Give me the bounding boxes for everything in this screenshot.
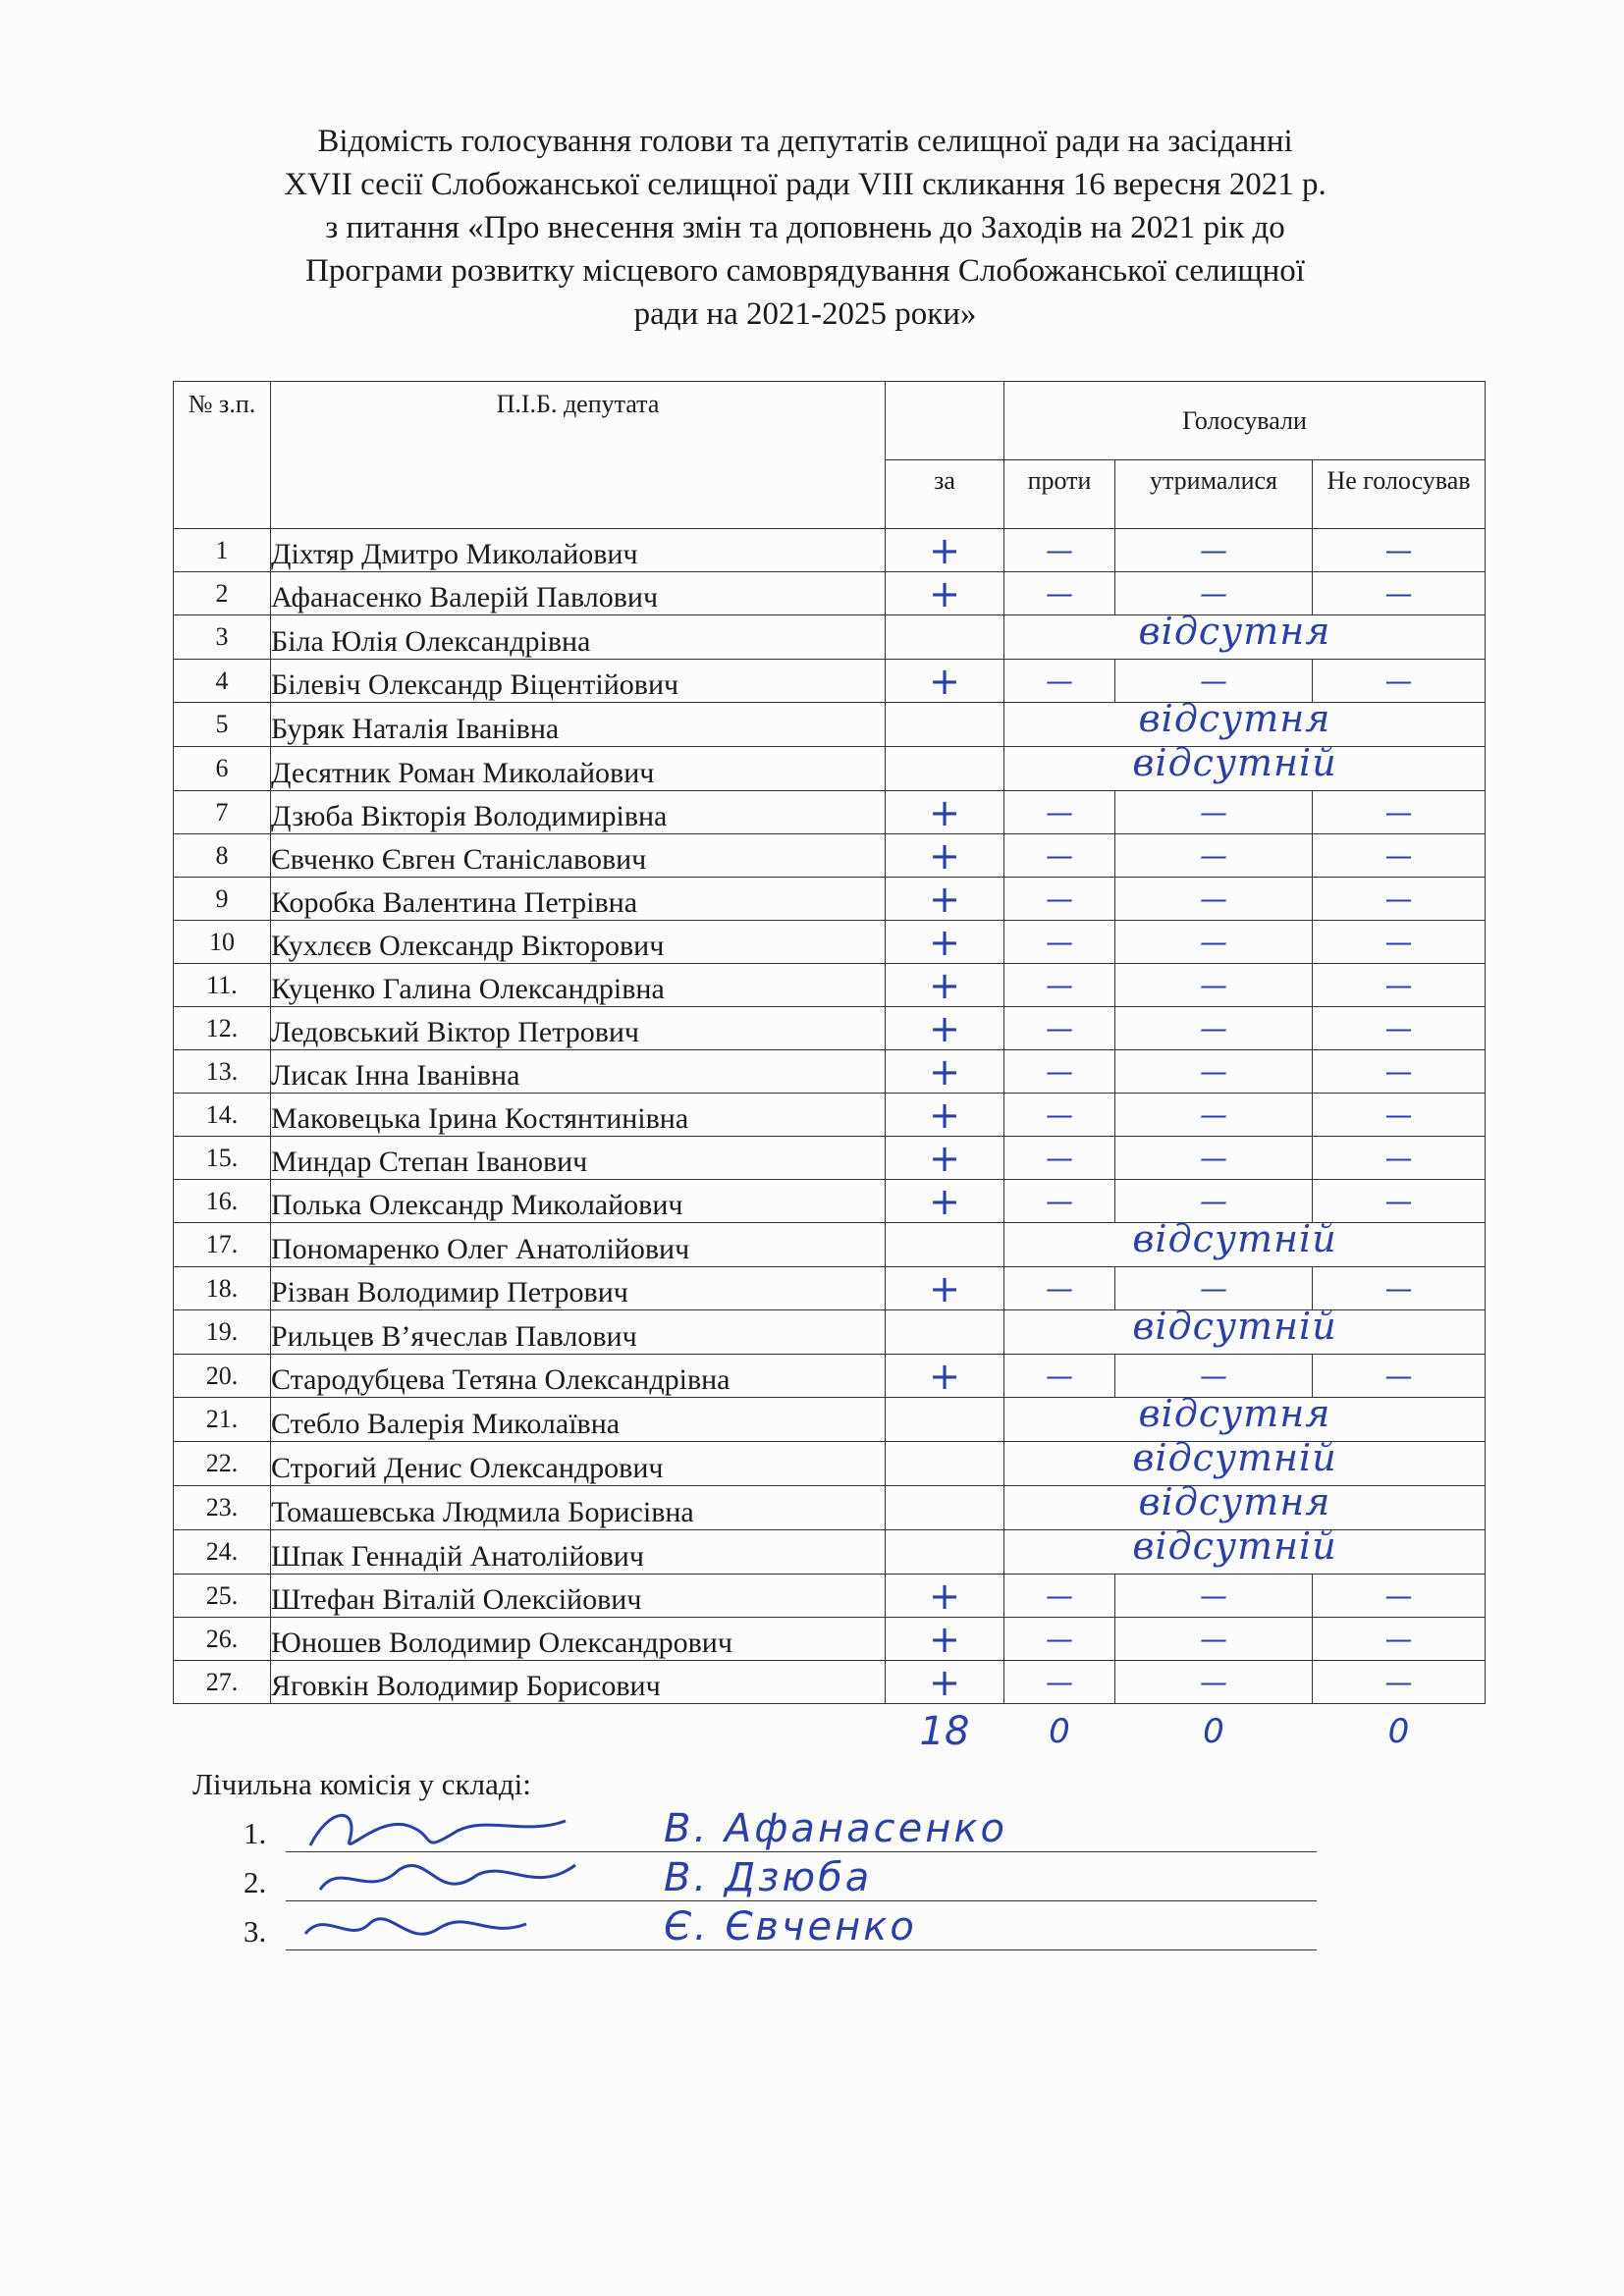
header-ne-holosuvav: Не голосував (1313, 460, 1486, 529)
table-row (174, 572, 1486, 615)
vote-proty-mark: — (1004, 964, 1115, 1007)
header-proty: проти (1004, 460, 1115, 529)
table-row (174, 1618, 1486, 1661)
vote-za-mark: + (886, 921, 1004, 964)
vote-proty-mark: — (1004, 1007, 1115, 1050)
deputy-name: Томашевська Людмила Борисівна (271, 1486, 886, 1530)
row-number: 17. (174, 1223, 271, 1267)
table-row (174, 615, 1486, 660)
vote-utrymalysia-mark: — (1115, 529, 1313, 572)
absence-cell (1004, 1436, 1486, 1486)
total-utrymalysia: 0 (1203, 1712, 1224, 1751)
table-row (174, 921, 1486, 964)
vote-ne-holosuvav-mark: — (1313, 529, 1486, 572)
row-number: 5 (174, 703, 271, 747)
vote-ne-holosuvav-mark: — (1313, 1267, 1486, 1310)
vote-utrymalysia-mark: — (1115, 1094, 1313, 1137)
table-row (174, 1486, 1486, 1530)
vote-ne-holosuvav-mark: — (1313, 1180, 1486, 1223)
deputy-name: Кухлєєв Олександр Вікторович (271, 921, 886, 964)
vote-za-cell (886, 1486, 1004, 1530)
vote-proty-mark: — (1004, 834, 1115, 878)
deputy-name: Коробка Валентина Петрівна (271, 878, 886, 921)
table-row (174, 878, 1486, 921)
vote-utrymalysia-mark: — (1115, 660, 1313, 703)
deputy-name: Буряк Наталія Іванівна (271, 703, 886, 747)
deputy-name: Шпак Геннадій Анатолійович (271, 1530, 886, 1575)
vote-ne-holosuvav-mark: — (1313, 1355, 1486, 1398)
member-signature-text: В. Афанасенко (664, 1806, 1007, 1851)
row-number: 1 (174, 529, 271, 572)
vote-za-mark: + (886, 878, 1004, 921)
deputy-name: Євченко Євген Станіславович (271, 834, 886, 878)
vote-ne-holosuvav-mark: — (1313, 1007, 1486, 1050)
vote-za-mark: + (886, 1007, 1004, 1050)
table-row (174, 1575, 1486, 1618)
absence-cell (1004, 610, 1486, 660)
vote-ne-holosuvav-mark: — (1313, 1137, 1486, 1180)
table-row (174, 834, 1486, 878)
vote-za-mark: + (886, 1618, 1004, 1661)
title-line-3: з питання «Про внесення змін та доповнень до Заходів на 2021 рік до (325, 210, 1285, 245)
vote-proty-mark: — (1004, 1094, 1115, 1137)
deputy-name: Маковецька Ірина Костянтинівна (271, 1094, 886, 1137)
vote-za-mark: + (886, 1094, 1004, 1137)
vote-za-mark: + (886, 529, 1004, 572)
member-index: 3. (244, 1914, 267, 1949)
vote-utrymalysia-mark: — (1115, 1355, 1313, 1398)
deputy-name: Афанасенко Валерій Павлович (271, 572, 886, 615)
row-number: 18. (174, 1267, 271, 1310)
row-number: 15. (174, 1137, 271, 1180)
vote-ne-holosuvav-mark: — (1313, 1618, 1486, 1661)
vote-ne-holosuvav-mark: — (1313, 834, 1486, 878)
table-row (174, 703, 1486, 747)
vote-ne-holosuvav-mark: — (1313, 791, 1486, 834)
deputy-name: Біла Юлія Олександрівна (271, 615, 886, 660)
absent-handwritten-note: відсутня (1138, 1480, 1331, 1523)
absent-handwritten-note: відсутня (1138, 697, 1331, 740)
vote-utrymalysia-mark: — (1115, 1575, 1313, 1618)
vote-proty-mark: — (1004, 660, 1115, 703)
row-number: 16. (174, 1180, 271, 1223)
totals-row (174, 1704, 1486, 1760)
header-voted: Голосували (1004, 382, 1486, 460)
table-row (174, 1223, 1486, 1267)
deputy-name: Лисак Інна Іванівна (271, 1050, 886, 1094)
row-number: 12. (174, 1007, 271, 1050)
deputy-name: Діхтяр Дмитро Миколайович (271, 529, 886, 572)
deputy-name: Стародубцева Тетяна Олександрівна (271, 1355, 886, 1398)
row-number: 2 (174, 572, 271, 615)
voting-table (173, 381, 1486, 1759)
vote-proty-mark: — (1004, 1267, 1115, 1310)
table-row (174, 1137, 1486, 1180)
row-number: 27. (174, 1661, 271, 1704)
row-number: 19. (174, 1310, 271, 1355)
vote-proty-mark: — (1004, 1050, 1115, 1094)
vote-za-mark: + (886, 1267, 1004, 1310)
absent-handwritten-note: відсутня (1138, 1392, 1331, 1435)
absence-cell (1004, 1392, 1486, 1442)
row-number: 14. (174, 1094, 271, 1137)
table-row (174, 1661, 1486, 1704)
table-row (174, 1050, 1486, 1094)
vote-ne-holosuvav-mark: — (1313, 1575, 1486, 1618)
header-za: за (886, 460, 1004, 529)
row-number: 8 (174, 834, 271, 878)
vote-utrymalysia-mark: — (1115, 572, 1313, 615)
vote-utrymalysia-mark: — (1115, 1618, 1313, 1661)
vote-proty-mark: — (1004, 1355, 1115, 1398)
table-row (174, 529, 1486, 572)
commission-member (192, 1904, 917, 1963)
deputy-name: Миндар Степан Іванович (271, 1137, 886, 1180)
vote-utrymalysia-mark: — (1115, 1661, 1313, 1704)
vote-za-mark: + (886, 660, 1004, 703)
deputy-name: Дзюба Вікторія Володимирівна (271, 791, 886, 834)
header-name: П.І.Б. депутата (271, 382, 886, 529)
vote-proty-mark: — (1004, 1137, 1115, 1180)
vote-utrymalysia-mark: — (1115, 1050, 1313, 1094)
member-signature-text: Є. Євченко (664, 1904, 917, 1949)
vote-utrymalysia-mark: — (1115, 878, 1313, 921)
row-number: 22. (174, 1442, 271, 1486)
absence-cell (1004, 1305, 1486, 1355)
vote-za-cell (886, 703, 1004, 747)
vote-za-cell (886, 1310, 1004, 1355)
vote-za-cell (886, 1223, 1004, 1267)
row-number: 4 (174, 660, 271, 703)
deputy-name: Юношев Володимир Олександрович (271, 1618, 886, 1661)
deputy-name: Різван Володимир Петрович (271, 1267, 886, 1310)
vote-za-cell (886, 747, 1004, 791)
vote-za-mark: + (886, 572, 1004, 615)
vote-za-mark: + (886, 834, 1004, 878)
vote-za-mark: + (886, 964, 1004, 1007)
deputy-name: Десятник Роман Миколайович (271, 747, 886, 791)
vote-za-mark: + (886, 1575, 1004, 1618)
row-number: 26. (174, 1618, 271, 1661)
member-signature-text: В. Дзюба (664, 1855, 873, 1900)
table-row (174, 1530, 1486, 1575)
deputy-name: Ледовський Віктор Петрович (271, 1007, 886, 1050)
member-index: 1. (244, 1816, 267, 1850)
row-number: 21. (174, 1398, 271, 1442)
vote-utrymalysia-mark: — (1115, 1267, 1313, 1310)
table-row (174, 1355, 1486, 1398)
table-row (174, 1180, 1486, 1223)
absence-cell (1004, 741, 1486, 791)
table-row (174, 1442, 1486, 1486)
vote-proty-mark: — (1004, 791, 1115, 834)
vote-ne-holosuvav-mark: — (1313, 572, 1486, 615)
vote-proty-mark: — (1004, 878, 1115, 921)
handwritten-signature-3 (291, 1895, 585, 1963)
table-row (174, 1398, 1486, 1442)
absence-cell (1004, 697, 1486, 747)
vote-proty-mark: — (1004, 1661, 1115, 1704)
deputy-name: Штефан Віталій Олексійович (271, 1575, 886, 1618)
absent-handwritten-note: відсутній (1132, 1524, 1337, 1568)
commission-heading: Лічильна комісія у складі: (192, 1767, 531, 1801)
deputy-name: Полька Олександр Миколайович (271, 1180, 886, 1223)
row-number: 23. (174, 1486, 271, 1530)
row-number: 6 (174, 747, 271, 791)
vote-za-mark: + (886, 1137, 1004, 1180)
header-empty (886, 382, 1004, 460)
title-line-2: XVII сесії Слобожанської селищної ради VIII скликання 16 вересня 2021 р. (284, 167, 1326, 202)
vote-utrymalysia-mark: — (1115, 1007, 1313, 1050)
deputy-name: Білевіч Олександр Віцентійович (271, 660, 886, 703)
row-number: 13. (174, 1050, 271, 1094)
vote-utrymalysia-mark: — (1115, 1137, 1313, 1180)
row-number: 10 (174, 921, 271, 964)
absent-handwritten-note: відсутня (1138, 610, 1331, 653)
title-line-4: Програми розвитку місцевого самоврядування Слобожанської селищної (305, 253, 1305, 289)
vote-za-cell (886, 1398, 1004, 1442)
vote-za-mark: + (886, 791, 1004, 834)
vote-utrymalysia-mark: — (1115, 791, 1313, 834)
row-number: 24. (174, 1530, 271, 1575)
vote-proty-mark: — (1004, 1618, 1115, 1661)
vote-utrymalysia-mark: — (1115, 921, 1313, 964)
table-row (174, 660, 1486, 703)
row-number: 9 (174, 878, 271, 921)
deputy-name: Стебло Валерія Миколаївна (271, 1398, 886, 1442)
total-za: 18 (919, 1709, 970, 1754)
vote-ne-holosuvav-mark: — (1313, 1050, 1486, 1094)
vote-proty-mark: — (1004, 1575, 1115, 1618)
vote-utrymalysia-mark: — (1115, 1180, 1313, 1223)
deputy-name: Рильцев В’ячеслав Павлович (271, 1310, 886, 1355)
table-row (174, 1094, 1486, 1137)
vote-utrymalysia-mark: — (1115, 834, 1313, 878)
absence-cell (1004, 1480, 1486, 1530)
absent-handwritten-note: відсутній (1132, 1217, 1337, 1260)
header-utrymalysia: утрималися (1115, 460, 1313, 529)
absence-cell (1004, 1524, 1486, 1575)
row-number: 25. (174, 1575, 271, 1618)
table-row (174, 964, 1486, 1007)
row-number: 20. (174, 1355, 271, 1398)
absent-handwritten-note: відсутній (1132, 741, 1337, 784)
deputy-name: Пономаренко Олег Анатолійович (271, 1223, 886, 1267)
counting-commission (192, 1767, 1007, 1963)
title-line-1: Відомість голосування голови та депутатів селищної ради на засіданні (317, 124, 1293, 159)
table-row (174, 1267, 1486, 1310)
document-title (167, 120, 1443, 336)
vote-za-mark: + (886, 1180, 1004, 1223)
vote-za-cell (886, 1442, 1004, 1486)
vote-ne-holosuvav-mark: — (1313, 964, 1486, 1007)
vote-za-mark: + (886, 1661, 1004, 1704)
absence-cell (1004, 1217, 1486, 1267)
vote-proty-mark: — (1004, 529, 1115, 572)
vote-ne-holosuvav-mark: — (1313, 1661, 1486, 1704)
absent-handwritten-note: відсутній (1132, 1305, 1337, 1348)
deputy-name: Куценко Галина Олександрівна (271, 964, 886, 1007)
table-row (174, 1310, 1486, 1355)
header-number: № з.п. (174, 382, 271, 529)
vote-za-mark: + (886, 1355, 1004, 1398)
vote-utrymalysia-mark: — (1115, 964, 1313, 1007)
total-ne-holosuvav: 0 (1387, 1712, 1410, 1751)
title-line-5: ради на 2021-2025 роки» (633, 296, 977, 332)
vote-za-cell (886, 1530, 1004, 1575)
table-row (174, 747, 1486, 791)
row-number: 3 (174, 615, 271, 660)
table-row (174, 791, 1486, 834)
table-row (174, 1007, 1486, 1050)
total-proty: 0 (1049, 1712, 1070, 1751)
deputy-name: Яговкін Володимир Борисович (271, 1661, 886, 1704)
member-index: 2. (244, 1865, 267, 1899)
vote-proty-mark: — (1004, 572, 1115, 615)
vote-za-mark: + (886, 1050, 1004, 1094)
vote-za-cell (886, 615, 1004, 660)
vote-ne-holosuvav-mark: — (1313, 660, 1486, 703)
vote-proty-mark: — (1004, 921, 1115, 964)
vote-ne-holosuvav-mark: — (1313, 1094, 1486, 1137)
vote-proty-mark: — (1004, 1180, 1115, 1223)
vote-ne-holosuvav-mark: — (1313, 878, 1486, 921)
row-number: 11. (174, 964, 271, 1007)
vote-ne-holosuvav-mark: — (1313, 921, 1486, 964)
row-number: 7 (174, 791, 271, 834)
deputy-name: Строгий Денис Олександрович (271, 1442, 886, 1486)
absent-handwritten-note: відсутній (1132, 1436, 1337, 1479)
